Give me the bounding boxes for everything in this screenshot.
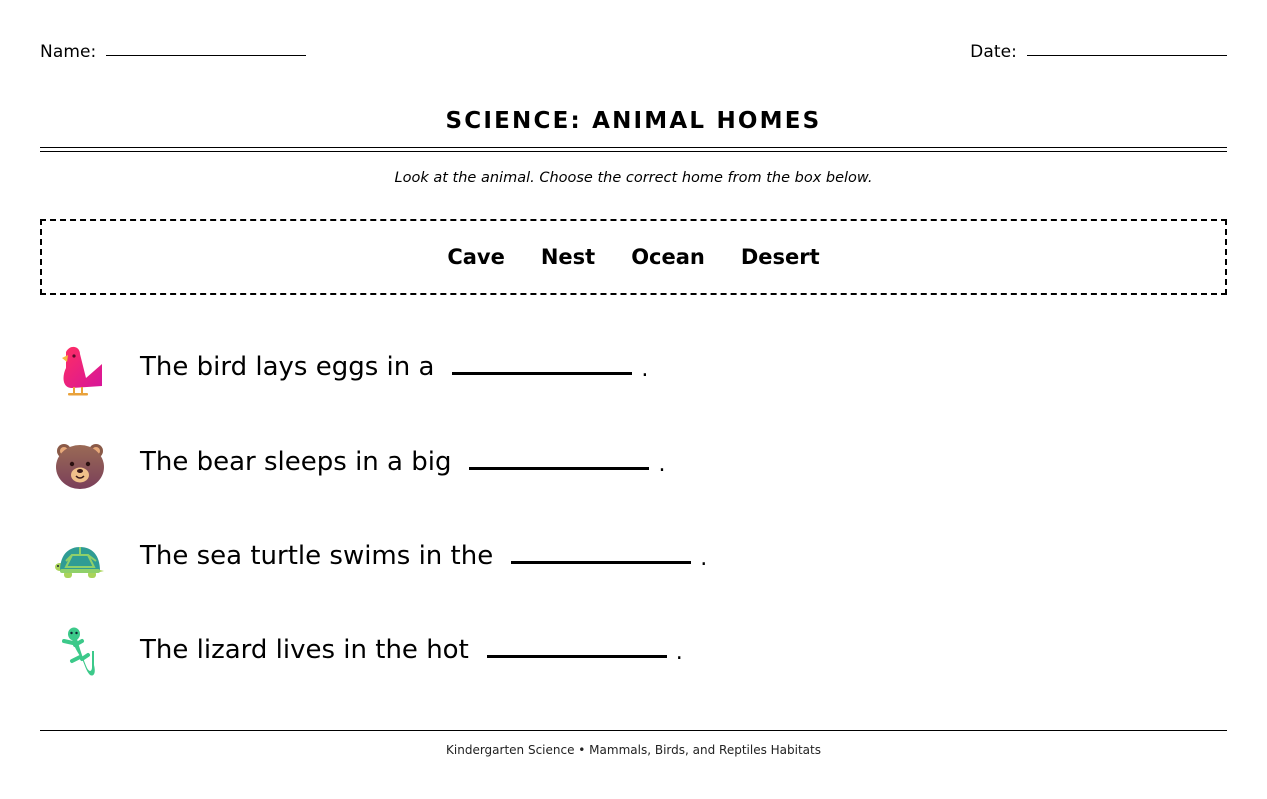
answer-blank[interactable] [511,561,691,564]
header-row [40,42,1227,68]
question-text: The sea turtle swims in the [140,541,494,571]
word-bank-item: Nest [540,245,596,269]
question-sentence [140,447,665,477]
page-title: SCIENCE: ANIMAL HOMES [445,108,822,134]
question-sentence [140,352,648,382]
sentence-end: . [658,452,666,477]
question-row [40,437,940,497]
question-text: The bird lays eggs in a [140,352,435,382]
question-text: The lizard lives in the hot [140,635,469,665]
name-field[interactable] [40,42,306,62]
question-row [40,625,940,685]
answer-blank[interactable] [452,372,632,375]
question-text: The bear sleeps in a big [140,447,452,477]
answer-blank[interactable] [469,467,649,470]
bear-icon [52,437,108,493]
title-divider [40,147,1227,152]
instructions: Look at the animal. Choose the correct home from the box below. [394,170,873,186]
sentence-end: . [675,640,683,665]
lizard-icon [52,625,108,681]
answer-blank[interactable] [487,655,667,658]
turtle-icon [52,531,108,587]
bird-icon [52,342,108,398]
worksheet-page [40,0,1227,799]
date-label: Date: [970,42,1017,62]
question-row [40,531,940,591]
word-bank-item: Desert [740,245,820,269]
sentence-end: . [641,357,649,382]
sentence-end: . [700,546,708,571]
date-field[interactable] [970,42,1227,62]
footer-divider [40,730,1227,731]
footer-text: Kindergarten Science • Mammals, Birds, and Reptiles Habitats [446,743,821,757]
question-sentence [140,635,683,665]
name-blank-line[interactable] [106,55,306,56]
word-bank-box [40,219,1227,295]
question-row [40,342,940,402]
name-label: Name: [40,42,97,62]
word-bank-item: Ocean [631,245,705,269]
date-blank-line[interactable] [1027,55,1227,56]
question-sentence [140,541,707,571]
word-bank-item: Cave [447,245,505,269]
